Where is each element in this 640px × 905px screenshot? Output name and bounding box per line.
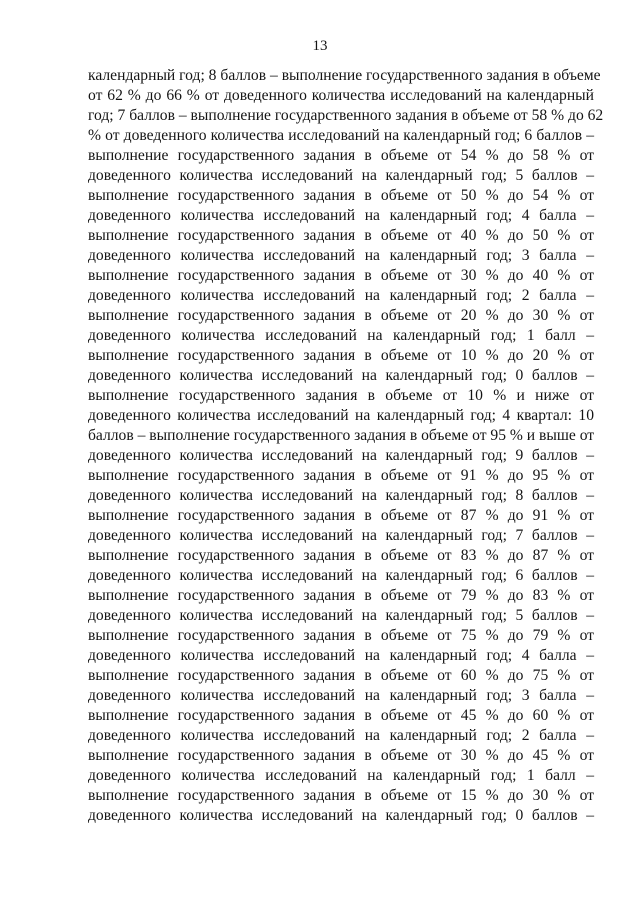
text-line: календарный год; 8 баллов – выполнение государственного задания в объеме [88, 67, 601, 84]
text-line: выполнение государственного задания в объеме от 50 % до 54 % от [88, 187, 594, 204]
text-line: выполнение государственного задания в объеме от 45 % до 60 % от [88, 707, 594, 724]
text-line: доведенного количества исследований на календарный год; 1 балл – [88, 327, 594, 344]
text-line: выполнение государственного задания в объеме от 54 % до 58 % от [88, 147, 594, 164]
text-line: доведенного количества исследований на календарный год; 3 балла – [88, 687, 594, 704]
text-line: выполнение государственного задания в объеме от 10 % и ниже от [88, 387, 594, 404]
text-line: выполнение государственного задания в объеме от 15 % до 30 % от [88, 787, 594, 804]
text-line: доведенного количества исследований на календарный год; 9 баллов – [88, 447, 594, 464]
text-line: выполнение государственного задания в объеме от 10 % до 20 % от [88, 347, 594, 364]
text-line: баллов – выполнение государственного задания в объеме от 95 % и выше от [88, 427, 595, 444]
text-line: доведенного количества исследований на календарный год; 4 балла – [88, 207, 594, 224]
text-line: выполнение государственного задания в объеме от 40 % до 50 % от [88, 227, 594, 244]
text-line: год; 7 баллов – выполнение государственного задания в объеме от 58 % до 62 [88, 107, 604, 124]
text-line: доведенного количества исследований на календарный год; 5 баллов – [88, 607, 594, 624]
text-line: выполнение государственного задания в объеме от 60 % до 75 % от [88, 667, 594, 684]
text-line: доведенного количества исследований на календарный год; 0 баллов – [88, 367, 594, 384]
text-line: доведенного количества исследований на календарный год; 0 баллов – [88, 807, 594, 824]
text-line: выполнение государственного задания в объеме от 91 % до 95 % от [88, 467, 594, 484]
text-line: доведенного количества исследований на календарный год; 2 балла – [88, 287, 594, 304]
text-line: доведенного количества исследований на календарный год; 5 баллов – [88, 167, 594, 184]
text-line: выполнение государственного задания в объеме от 30 % до 40 % от [88, 267, 594, 284]
text-line: выполнение государственного задания в объеме от 83 % до 87 % от [88, 547, 594, 564]
text-line: выполнение государственного задания в объеме от 30 % до 45 % от [88, 747, 594, 764]
text-line: доведенного количества исследований на календарный год; 3 балла – [88, 247, 594, 264]
text-line: выполнение государственного задания в объеме от 79 % до 83 % от [88, 587, 594, 604]
text-line: доведенного количества исследований на календарный год; 7 баллов – [88, 527, 594, 544]
text-line: от 62 % до 66 % от доведенного количества исследований на календарный [88, 87, 594, 104]
text-line: доведенного количества исследований на календарный год; 2 балла – [88, 727, 594, 744]
page-number: 13 [312, 38, 328, 54]
text-line: доведенного количества исследований на календарный год; 8 баллов – [88, 487, 594, 504]
text-line: выполнение государственного задания в объеме от 87 % до 91 % от [88, 507, 594, 524]
text-line: доведенного количества исследований на календарный год; 1 балл – [88, 767, 594, 784]
text-line: выполнение государственного задания в объеме от 75 % до 79 % от [88, 627, 594, 644]
text-line: доведенного количества исследований на календарный год; 4 квартал: 10 [88, 407, 594, 424]
text-line: выполнение государственного задания в объеме от 20 % до 30 % от [88, 307, 594, 324]
text-line: доведенного количества исследований на календарный год; 4 балла – [88, 647, 594, 664]
body-paragraph [88, 66, 604, 826]
text-line: % от доведенного количества исследований на календарный год; 6 баллов – [88, 127, 594, 144]
text-line: доведенного количества исследований на календарный год; 6 баллов – [88, 567, 594, 584]
